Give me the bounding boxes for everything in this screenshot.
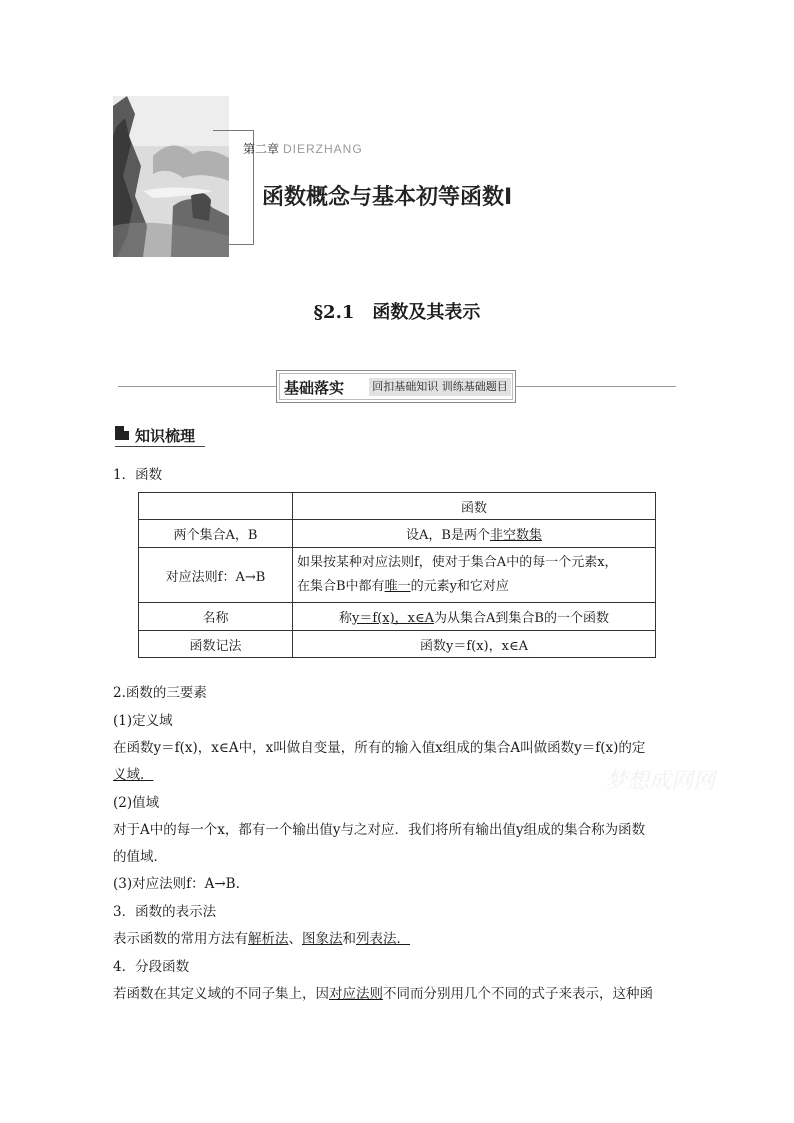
method-graph: 图象法: [302, 931, 343, 947]
table-value-sets: [293, 520, 656, 548]
section-title: §2.1 函数及其表示: [313, 302, 481, 323]
text-fragment: 不同而分别用几个不同的式子来表示，这种函: [383, 986, 653, 1002]
underlined-term: y＝f(x)，x∈A: [352, 611, 435, 626]
item2-2-text: 对于A中的每一个x，都有一个输出值y与之对应．我们将所有输出值y组成的集合称为函数: [113, 822, 646, 838]
rule-line-1: 如果按某种对应法则f，使对于集合A中的每一个元素x，: [297, 555, 618, 570]
table-value-name: [293, 603, 656, 631]
table-row: [139, 603, 656, 631]
item2-2-title: (2)值域: [113, 795, 160, 811]
table-row: [139, 520, 656, 548]
item2-title: 2.函数的三要素: [113, 685, 207, 701]
table-header: 函数: [293, 493, 656, 520]
table-value-notation: 函数y＝f(x)，x∈A: [293, 631, 656, 658]
method-analytic: 解析法: [248, 931, 289, 947]
rule-line-2: [297, 575, 651, 599]
item2-1-title: (1)定义域: [113, 713, 173, 729]
chapter-label: [243, 140, 363, 157]
knowledge-heading-underline: [115, 446, 205, 447]
item2-1-text: 在函数y＝f(x)，x∈A中，x叫做自变量，所有的输入值x组成的集合A叫做函数y＝f(x)的定: [113, 740, 646, 756]
underlined-term: 对应法则: [329, 986, 383, 1002]
item4-text: [113, 985, 653, 1003]
text-fragment: 和: [342, 931, 356, 947]
text-fragment: 、: [288, 931, 302, 947]
item3-text: [113, 930, 410, 948]
table-cell-empty: [139, 493, 293, 520]
knowledge-heading: 知识梳理: [135, 427, 196, 445]
item2-2-text-cont: 的值域．: [113, 849, 167, 865]
item1-title: 1．函数: [113, 467, 163, 483]
text-fragment: 为从集合A到集合B的一个函数: [434, 611, 609, 626]
item2-3-title: (3)对应法则f：A→B.: [113, 876, 240, 892]
text-fragment: 若函数在其定义域的不同子集上，因: [113, 986, 329, 1002]
banner-subtitle: 回扣基础知识 训练基础题目: [369, 378, 511, 396]
table-label-sets: 两个集合A，B: [139, 520, 293, 548]
text-fragment: 设A，B是两个: [406, 528, 490, 543]
chapter-cover-landscape-image: [113, 96, 229, 257]
table-row: [139, 493, 656, 520]
item3-title: 3．函数的表示法: [113, 904, 217, 920]
section-square-icon: [115, 426, 129, 440]
item2-1-text-cont: 义域．: [113, 767, 154, 783]
text-fragment: 在集合B中都有: [297, 579, 385, 594]
chapter-pinyin: DIERZHANG: [283, 142, 363, 156]
table-label-rule: 对应法则f：A→B: [139, 548, 293, 603]
text-fragment: 称: [339, 611, 353, 626]
chapter-title: 函数概念与基本初等函数Ⅰ: [262, 185, 513, 210]
table-row: [139, 548, 656, 603]
table-label-name: 名称: [139, 603, 293, 631]
function-definition-table: [138, 492, 656, 658]
item4-title: 4．分段函数: [113, 959, 190, 975]
underlined-term: 非空数集: [489, 528, 542, 543]
underlined-term: 唯一: [384, 579, 411, 594]
banner-rule-left: [118, 386, 276, 387]
table-label-notation: 函数记法: [139, 631, 293, 658]
chapter-number: 第二章: [243, 142, 280, 156]
text-fragment: ．: [396, 931, 410, 947]
banner-title: 基础落实: [284, 379, 345, 397]
watermark: 梦想成网网: [605, 769, 716, 794]
text-fragment: 的元素y和它对应: [410, 579, 509, 594]
table-row: [139, 631, 656, 658]
text-fragment: 表示函数的常用方法有: [113, 931, 248, 947]
method-table: 列表法: [356, 931, 397, 947]
banner-rule-right: [516, 386, 676, 387]
table-value-rule: [293, 548, 656, 603]
